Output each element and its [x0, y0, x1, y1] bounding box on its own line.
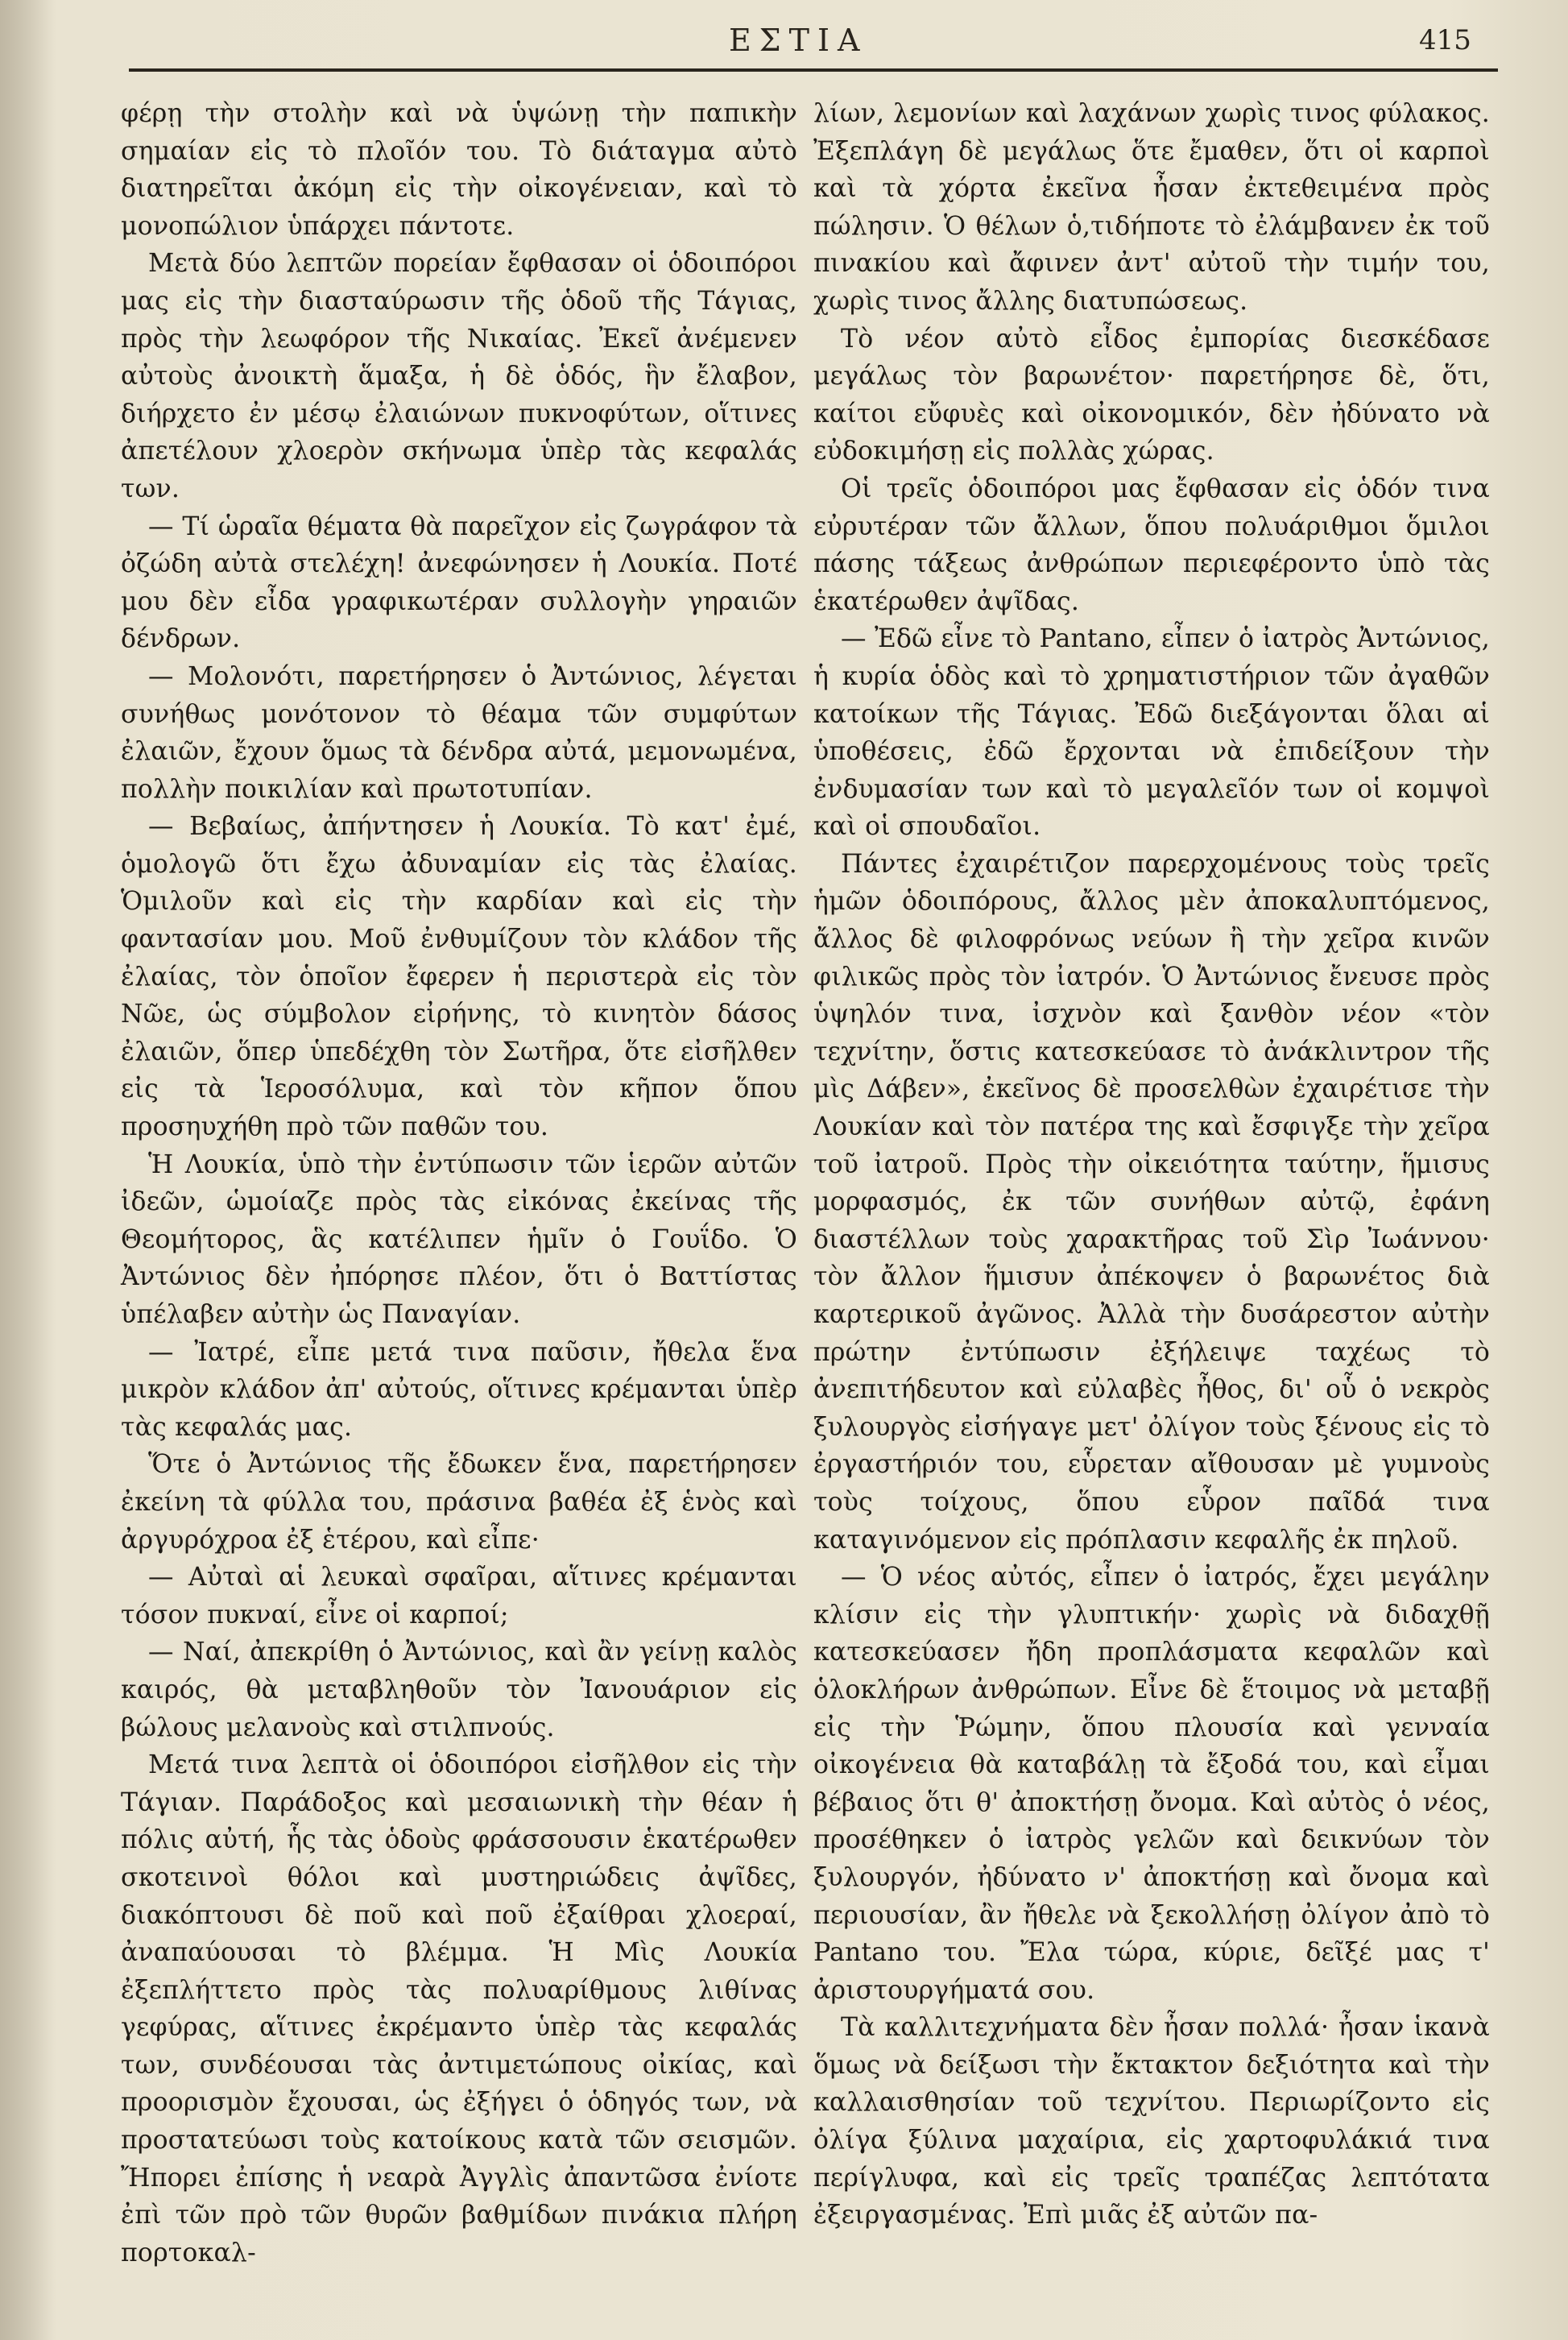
page-number: 415 [1419, 24, 1471, 56]
paragraph: Τὸ νέον αὐτὸ εἶδος ἐμπορίας διεσκέδασε μεγάλως τὸν βαρωνέτον· παρετήρησε δὲ, ὅτι, καίτοι εὔφυὲς καὶ οἰκονομικόν, δὲν ἠδύνατο νὰ εὐδοκιμήσῃ εἰς πολλὰς χώρας. [813, 324, 1490, 466]
binding-shadow [0, 0, 56, 2340]
paragraph: — Αὐταὶ αἱ λευκαὶ σφαῖραι, αἵτινες κρέμανται τόσον πυκναί, εἶνε οἱ καρποί; [121, 1563, 797, 1630]
running-title: ΕΣΤΙΑ [729, 23, 868, 58]
paragraph: — Ἰατρέ, εἶπε μετά τινα παῦσιν, ἤθελα ἕνα μικρὸν κλάδον ἀπ' αὐτούς, οἵτινες κρέμανται ὑπὲρ τὰς κεφαλάς μας. [121, 1337, 797, 1442]
page-header [0, 18, 1568, 66]
paragraph: — Ὁ νέος αὐτός, εἶπεν ὁ ἰατρός, ἔχει μεγάλην κλίσιν εἰς τὴν γλυπτικήν· χωρὶς νὰ διδαχθῇ κατεσκεύασεν ἤδη προπλάσματα κεφαλῶν καὶ ὁλοκλήρων ἀνθρώπων. Εἶνε δὲ ἕτοιμος νὰ μεταβῇ εἰς τὴν Ῥώμην, ὅπου πλουσία καὶ γενναία οἰκογένεια θὰ καταβάλῃ τὰ ἔξοδά του, καὶ εἶμαι βέβαιος ὅτι θ' ἀποκτήσῃ ὄνομα. Καὶ αὐτὸς ὁ νέος, προσέθηκεν ὁ ἰατρὸς γελῶν καὶ δεικνύων τὸν ξυλουργόν, ἠδύνατο ν' ἀποκτήσῃ καὶ ὄνομα καὶ περιουσίαν, ἂν ἤθελε νὰ ξεκολλήσῃ ὀλίγον ἀπὸ τὸ Pantano του. Ἔλα τώρα, κύριε, δεῖξέ μας τ' ἀριστουργήματά σου. [813, 1563, 1490, 2005]
paragraph: λίων, λεμονίων καὶ λαχάνων χωρὶς τινος φύλακος. Ἐξεπλάγη δὲ μεγάλως ὅτε ἔμαθεν, ὅτι οἱ καρποὶ καὶ τὰ χόρτα ἐκεῖνα ἦσαν ἐκτεθειμένα πρὸς πώλησιν. Ὁ θέλων ὁ,τιδήποτε τὸ ἐλάμβανεν ἐκ τοῦ πινακίου καὶ ἄφινεν ἀντ' αὐτοῦ τὴν τιμήν του, χωρὶς τινος ἄλλης διατυπώσεως. [813, 99, 1490, 316]
paragraph: Οἱ τρεῖς ὁδοιπόροι μας ἔφθασαν εἰς ὁδόν τινα εὐρυτέραν τῶν ἄλλων, ὅπου πολυάριθμοι ὅμιλοι πάσης τάξεως ἀνθρώπων περιεφέροντο ὑπὸ τὰς ἑκατέρωθεν ἀψῖδας. [813, 474, 1490, 616]
paragraph: — Ἐδῶ εἶνε τὸ Pantano, εἶπεν ὁ ἰατρὸς Ἀντώνιος, ἡ κυρία ὁδὸς καὶ τὸ χρηματιστήριον τῶν ἀγαθῶν κατοίκων τῆς Τάγιας. Ἐδῶ διεξάγονται ὅλαι αἱ ὑποθέσεις, ἐδῶ ἔρχονται νὰ ἐπιδείξουν τὴν ἐνδυμασίαν των καὶ τὸ μεγαλεῖόν των οἱ κομψοὶ καὶ οἱ σπουδαῖοι. [813, 624, 1490, 842]
right-column [813, 95, 1490, 2234]
header-rule [129, 68, 1498, 72]
paragraph: — Μολονότι, παρετήρησεν ὁ Ἀντώνιος, λέγεται συνήθως μονότονον τὸ θέαμα τῶν συμφύτων ἐλαιῶν, ἔχουν ὅμως τὰ δένδρα αὐτά, μεμονωμένα, πολλὴν ποικιλίαν καὶ πρωτοτυπίαν. [121, 661, 797, 804]
paragraph: Ἡ Λουκία, ὑπὸ τὴν ἐντύπωσιν τῶν ἱερῶν αὐτῶν ἰδεῶν, ὡμοίαζε πρὸς τὰς εἰκόνας ἐκείνας τῆς Θεομήτορος, ἃς κατέλιπεν ἡμῖν ὁ Γουΐδο. Ὁ Ἀντώνιος δὲν ἠπόρησε πλέον, ὅτι ὁ Βαττίστας ὑπέλαβεν αὐτὴν ὡς Παναγίαν. [121, 1149, 797, 1329]
paragraph: Μετά τινα λεπτὰ οἱ ὁδοιπόροι εἰσῆλθον εἰς τὴν Τάγιαν. Παράδοξος καὶ μεσαιωνικὴ τὴν θέαν ἡ πόλις αὐτή, ἧς τὰς ὁδοὺς φράσσουσιν ἑκατέρωθεν σκοτεινοὶ θόλοι καὶ μυστηριώδεις ἀψῖδες, διακόπτουσι δὲ ποῦ καὶ ποῦ ἐξαίθραι χλοεραί, ἀναπαύουσαι τὸ βλέμμα. Ἡ Μὶς Λουκία ἐξεπλήττετο πρὸς τὰς πολυαρίθμους λιθίνας γεφύρας, αἵτινες ἐκρέμαντο ὑπὲρ τὰς κεφαλάς των, συνδέουσαι τὰς ἀντιμετώπους οἰκίας, καὶ προορισμὸν ἔχουσαι, ὡς ἐξήγει ὁ ὁδηγός των, νὰ προστατεύωσι τοὺς κατοίκους κατὰ τῶν σεισμῶν. Ἤπορει ἐπίσης ἡ νεαρὰ Ἀγγλὶς ἀπαντῶσα ἐνίοτε ἐπὶ τῶν πρὸ τῶν θυρῶν βαθμίδων πινάκια πλήρη πορτοκαλ- [121, 1750, 797, 2268]
left-column [121, 95, 797, 2272]
paragraph: — Τί ὡραῖα θέματα θὰ παρεῖχον εἰς ζωγράφον τὰ ὀζώδη αὐτὰ στελέχη! ἀνεφώνησεν ἡ Λουκία. Ποτέ μου δὲν εἶδα γραφικωτέραν συλλογὴν γηραιῶν δένδρων. [121, 511, 797, 654]
paragraph: Ὅτε ὁ Ἀντώνιος τῆς ἔδωκεν ἕνα, παρετήρησεν ἐκείνη τὰ φύλλα του, πράσινα βαθέα ἐξ ἑνὸς καὶ ἀργυρόχροα ἐξ ἑτέρου, καὶ εἶπε· [121, 1450, 797, 1555]
paragraph: Μετὰ δύο λεπτῶν πορείαν ἔφθασαν οἱ ὁδοιπόροι μας εἰς τὴν διασταύρωσιν τῆς ὁδοῦ τῆς Τάγιας, πρὸς τὴν λεωφόρον τῆς Νικαίας. Ἐκεῖ ἀνέμενεν αὐτοὺς ἀνοικτὴ ἅμαξα, ἡ δὲ ὁδός, ἣν ἔλαβον, διήρχετο ἐν μέσῳ ἐλαιώνων πυκνοφύτων, οἵτινες ἀπετέλουν χλοερὸν σκήνωμα ὑπὲρ τὰς κεφαλάς των. [121, 249, 797, 503]
paragraph: — Ναί, ἀπεκρίθη ὁ Ἀντώνιος, καὶ ἂν γείνῃ καλὸς καιρός, θὰ μεταβληθοῦν τὸν Ἰανουάριον εἰς βώλους μελανοὺς καὶ στιλπνούς. [121, 1638, 797, 1742]
paragraph: Πάντες ἐχαιρέτιζον παρερχομένους τοὺς τρεῖς ἡμῶν ὁδοιπόρους, ἄλλος μὲν ἀποκαλυπτόμενος, ἄλλος δὲ φιλοφρόνως νεύων ἢ τὴν χεῖρα κινῶν φιλικῶς πρὸς τὸν ἰατρόν. Ὁ Ἀντώνιος ἔνευσε πρὸς ὑψηλόν τινα, ἰσχνὸν καὶ ξανθὸν νέον «τὸν τεχνίτην, ὅστις κατεσκεύασε τὸ ἀνάκλιντρον τῆς μὶς Δάβεν», ἐκεῖνος δὲ προσελθὼν ἐχαιρέτισε τὴν Λουκίαν καὶ τὸν πατέρα της καὶ ἔσφιγξε τὴν χεῖρα τοῦ ἰατροῦ. Πρὸς τὴν οἰκειότητα ταύτην, ἥμισυς μορφασμός, ἐκ τῶν συνήθων αὐτῷ, ἐφάνη διαστέλλων τοὺς χαρακτῆρας τοῦ Σὶρ Ἰωάννου· τὸν ἄλλον ἥμισυν ἀπέκοψεν ὁ βαρωνέτος διὰ καρτερικοῦ ἀγῶνος. Ἀλλὰ τὴν δυσάρεστον αὐτὴν πρώτην ἐντύπωσιν ἐξήλειψε ταχέως τὸ ἀνεπιτήδευτον καὶ εὐλαβὲς ἦθος, δι' οὗ ὁ νεκρὸς ξυλουργὸς εἰσήγαγε μετ' ὀλίγον τοὺς ξένους εἰς τὸ ἐργαστήριόν του, εὗρεταν αἴθουσαν μὲ γυμνοὺς τοὺς τοίχους, ὅπου εὗρον παῖδά τινα καταγινόμενον εἰς πρόπλασιν κεφαλῆς ἐκ πηλοῦ. [813, 849, 1490, 1555]
paragraph: Τὰ καλλιτεχνήματα δὲν ἦσαν πολλά· ἦσαν ἱκανὰ ὅμως νὰ δείξωσι τὴν ἔκτακτον δεξιότητα καὶ τὴν καλλαισθησίαν τοῦ τεχνίτου. Περιωρίζοντο εἰς ὀλίγα ξύλινα μαχαίρια, εἰς χαρτοφυλάκιά τινα περίγλυφα, καὶ εἰς τρεῖς τραπέζας λεπτότατα ἐξειργασμένας. Ἐπὶ μιᾶς ἐξ αὐτῶν πα- [813, 2013, 1490, 2230]
paragraph: φέρῃ τὴν στολὴν καὶ νὰ ὑψώνῃ τὴν παπικὴν σημαίαν εἰς τὸ πλοῖόν του. Τὸ διάταγμα αὐτὸ διατηρεῖται ἀκόμη εἰς τὴν οἰκογένειαν, καὶ τὸ μονοπώλιον ὑπάρχει πάντοτε. [121, 99, 797, 241]
paragraph: — Βεβαίως, ἀπήντησεν ἡ Λουκία. Τὸ κατ' ἐμέ, ὁμολογῶ ὅτι ἔχω ἀδυναμίαν εἰς τὰς ἐλαίας. Ὁμιλοῦν καὶ εἰς τὴν καρδίαν καὶ εἰς τὴν φαντασίαν μου. Μοῦ ἐνθυμίζουν τὸν κλάδον τῆς ἐλαίας, τὸν ὁποῖον ἔφερεν ἡ περιστερὰ εἰς τὸν Νῶε, ὡς σύμβολον εἰρήνης, τὸ κινητὸν δάσος ἐλαιῶν, ὅπερ ὑπεδέχθη τὸν Σωτῆρα, ὅτε εἰσῆλθεν εἰς τὰ Ἱεροσόλυμα, καὶ τὸν κῆπον ὅπου προσηυχήθη πρὸ τῶν παθῶν του. [121, 812, 797, 1142]
